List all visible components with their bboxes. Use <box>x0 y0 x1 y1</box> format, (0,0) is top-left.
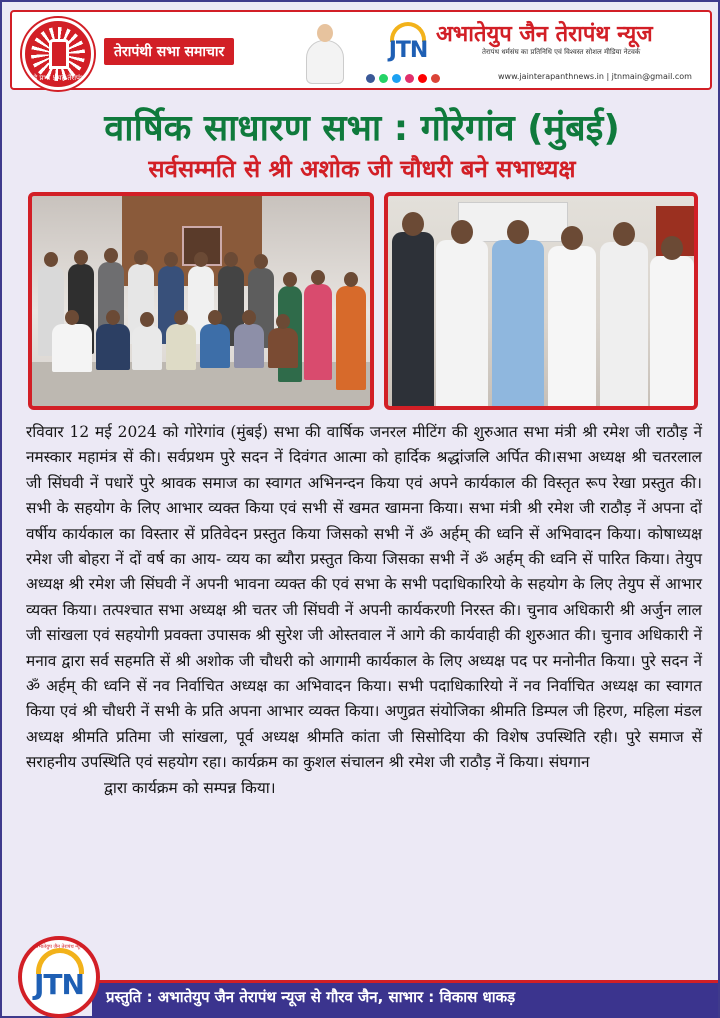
temple-icon <box>49 39 69 69</box>
jtn-logo <box>384 20 432 66</box>
footer-credit: प्रस्तुति : अभातेयुप जैन तेरापंथ न्यूज से गौरव जैन, साभार : विकास धाकड़ <box>106 988 516 1006</box>
acharya-portrait <box>302 20 348 86</box>
footer-logo-ring: अभातेयुप जैन तेरापंथ न्यूज <box>34 944 84 950</box>
website-email[interactable]: www.jainterapanthnews.in | jtnmain@gmail.com <box>498 72 692 81</box>
section-tag: तेरापंथी सभा समाचार <box>104 38 234 65</box>
article-closing-line: द्वारा कार्यक्रम को सम्पन्न किया। <box>104 778 276 797</box>
headline-title: वार्षिक साधारण सभा : गोरेगांव (मुंबई) <box>104 108 620 149</box>
instagram-icon[interactable] <box>405 74 414 83</box>
article-paragraph: रविवार 12 मई 2024 को गोरेगांव (मुंबई) सभा की वार्षिक जनरल मीटिंग की शुरुआत सभा मंत्री श्री रमेश जी राठौड़ नें नमस्कार महामंत्र सें की। सर्वप्रथम पुरे सदन नें दिवंगत आत्मा को हार्दिक श्रद्धांजलि अर्पित की।सभा अध्यक्ष श्री चतरलाल जी सिंघवी नें पधारें पुरे श्रावक समाज का स्वागत अभिनन्दन किया एवं अपने कार्यकाल की विस्तृत रूप रेखा प्रस्तुत की। सभी के सहयोग के लिए आभार व्यक्त किया एवं सभी सें खमत खामना किया। सभा मंत्री श्री रमेश जी राठौड़ नें अपना दों वर्षीय कार्यकाल का विस्तार सें प्रतिवेदन प्रस्तुत किया जिसको सभी नें ॐ अर्हम् की ध्वनि सें अभिवादन किया। कोषाध्यक्ष रमेश जी बोहरा नें दों वर्ष का आय- व्यय का ब्यौरा प्रस्तुत किया जिसका सभी नें ॐ अर्हम् की ध्वनि सें पारित किया। तेयुप अध्यक्ष श्री रमेश जी सिंघवी नें अपनी भावना व्यक्त की एवं सभा के सभी पदाधिकारियो के सहयोग के लिए तेयुप सें आभार व्यक्त किया। तत्पश्चात सभा अध्यक्ष श्री चतर जी सिंघवी नें अपनी कार्यकरणी निरस्त की। चुनाव अधिकारी श्री अर्जुन लाल जी सांखला एवं सहयोगी प्रवक्ता उपासक श्री सुरेश जी ओस्तवाल नें आगे की कार्यवाही की शुरुआत की। चुनाव अधिकारी नें मनाव द्वारा सर्व सहमति सें श्री अशोक जी चौधरी को आगामी कार्यकाल के लिए अध्यक्ष पद पर मनोनीत किया। पुरे सदन नें ॐ अर्हम् की ध्वनि सें नव निर्वाचित अध्यक्ष का अभिवादन किया। सभी पदाधिकारियो नें नव निर्वाचित अध्यक्ष का स्वागत किया एवं श्री चौधरी नें सभी के प्रति अपना आभार व्यक्त किया। अणुव्रत संयोजिका श्रीमति डिम्पल जी हिरण, महिला मंडल अध्यक्ष श्रीमति प्रतिमा जी सांखला, पूर्व अध्यक्ष श्रीमति कांता जी सिसोदिया की विशेष उपस्थिति रही। पुरे समाज सें सराहनीय उपस्थिति एवं सहयोग रहा। कार्यक्रम का कुशल संचालन श्री रमेश जी राठौड़ नें किया। संघगान <box>26 423 702 772</box>
footer-jtn-logo <box>18 936 100 1018</box>
facebook-icon[interactable] <box>366 74 375 83</box>
twitter-icon[interactable] <box>392 74 401 83</box>
terapanth-logo <box>22 18 94 90</box>
logo-motto: हे प्रभो ! यह तेरापंथ <box>33 74 85 82</box>
footer-jtn-mark: JTN <box>34 968 84 1001</box>
brand-tagline: तेरापंथ धर्मसंघ का प्रतिनिधि एवं विश्वस्त सोशल मीडिया नेटवर्क <box>482 48 641 56</box>
group-photo-1 <box>28 192 374 410</box>
jtn-mark: JTN <box>388 38 428 63</box>
header-banner <box>10 10 712 90</box>
brand-name: अभातेयुप जैन तेरापंथ न्यूज <box>436 22 653 47</box>
google-plus-icon[interactable] <box>431 74 440 83</box>
headline-subtitle: सर्वसम्मति से श्री अशोक जी चौधरी बने सभाध्यक्ष <box>148 155 576 183</box>
article-body <box>26 420 702 801</box>
group-photo-2 <box>384 192 698 410</box>
social-icons <box>366 74 440 83</box>
whatsapp-icon[interactable] <box>379 74 388 83</box>
youtube-icon[interactable] <box>418 74 427 83</box>
